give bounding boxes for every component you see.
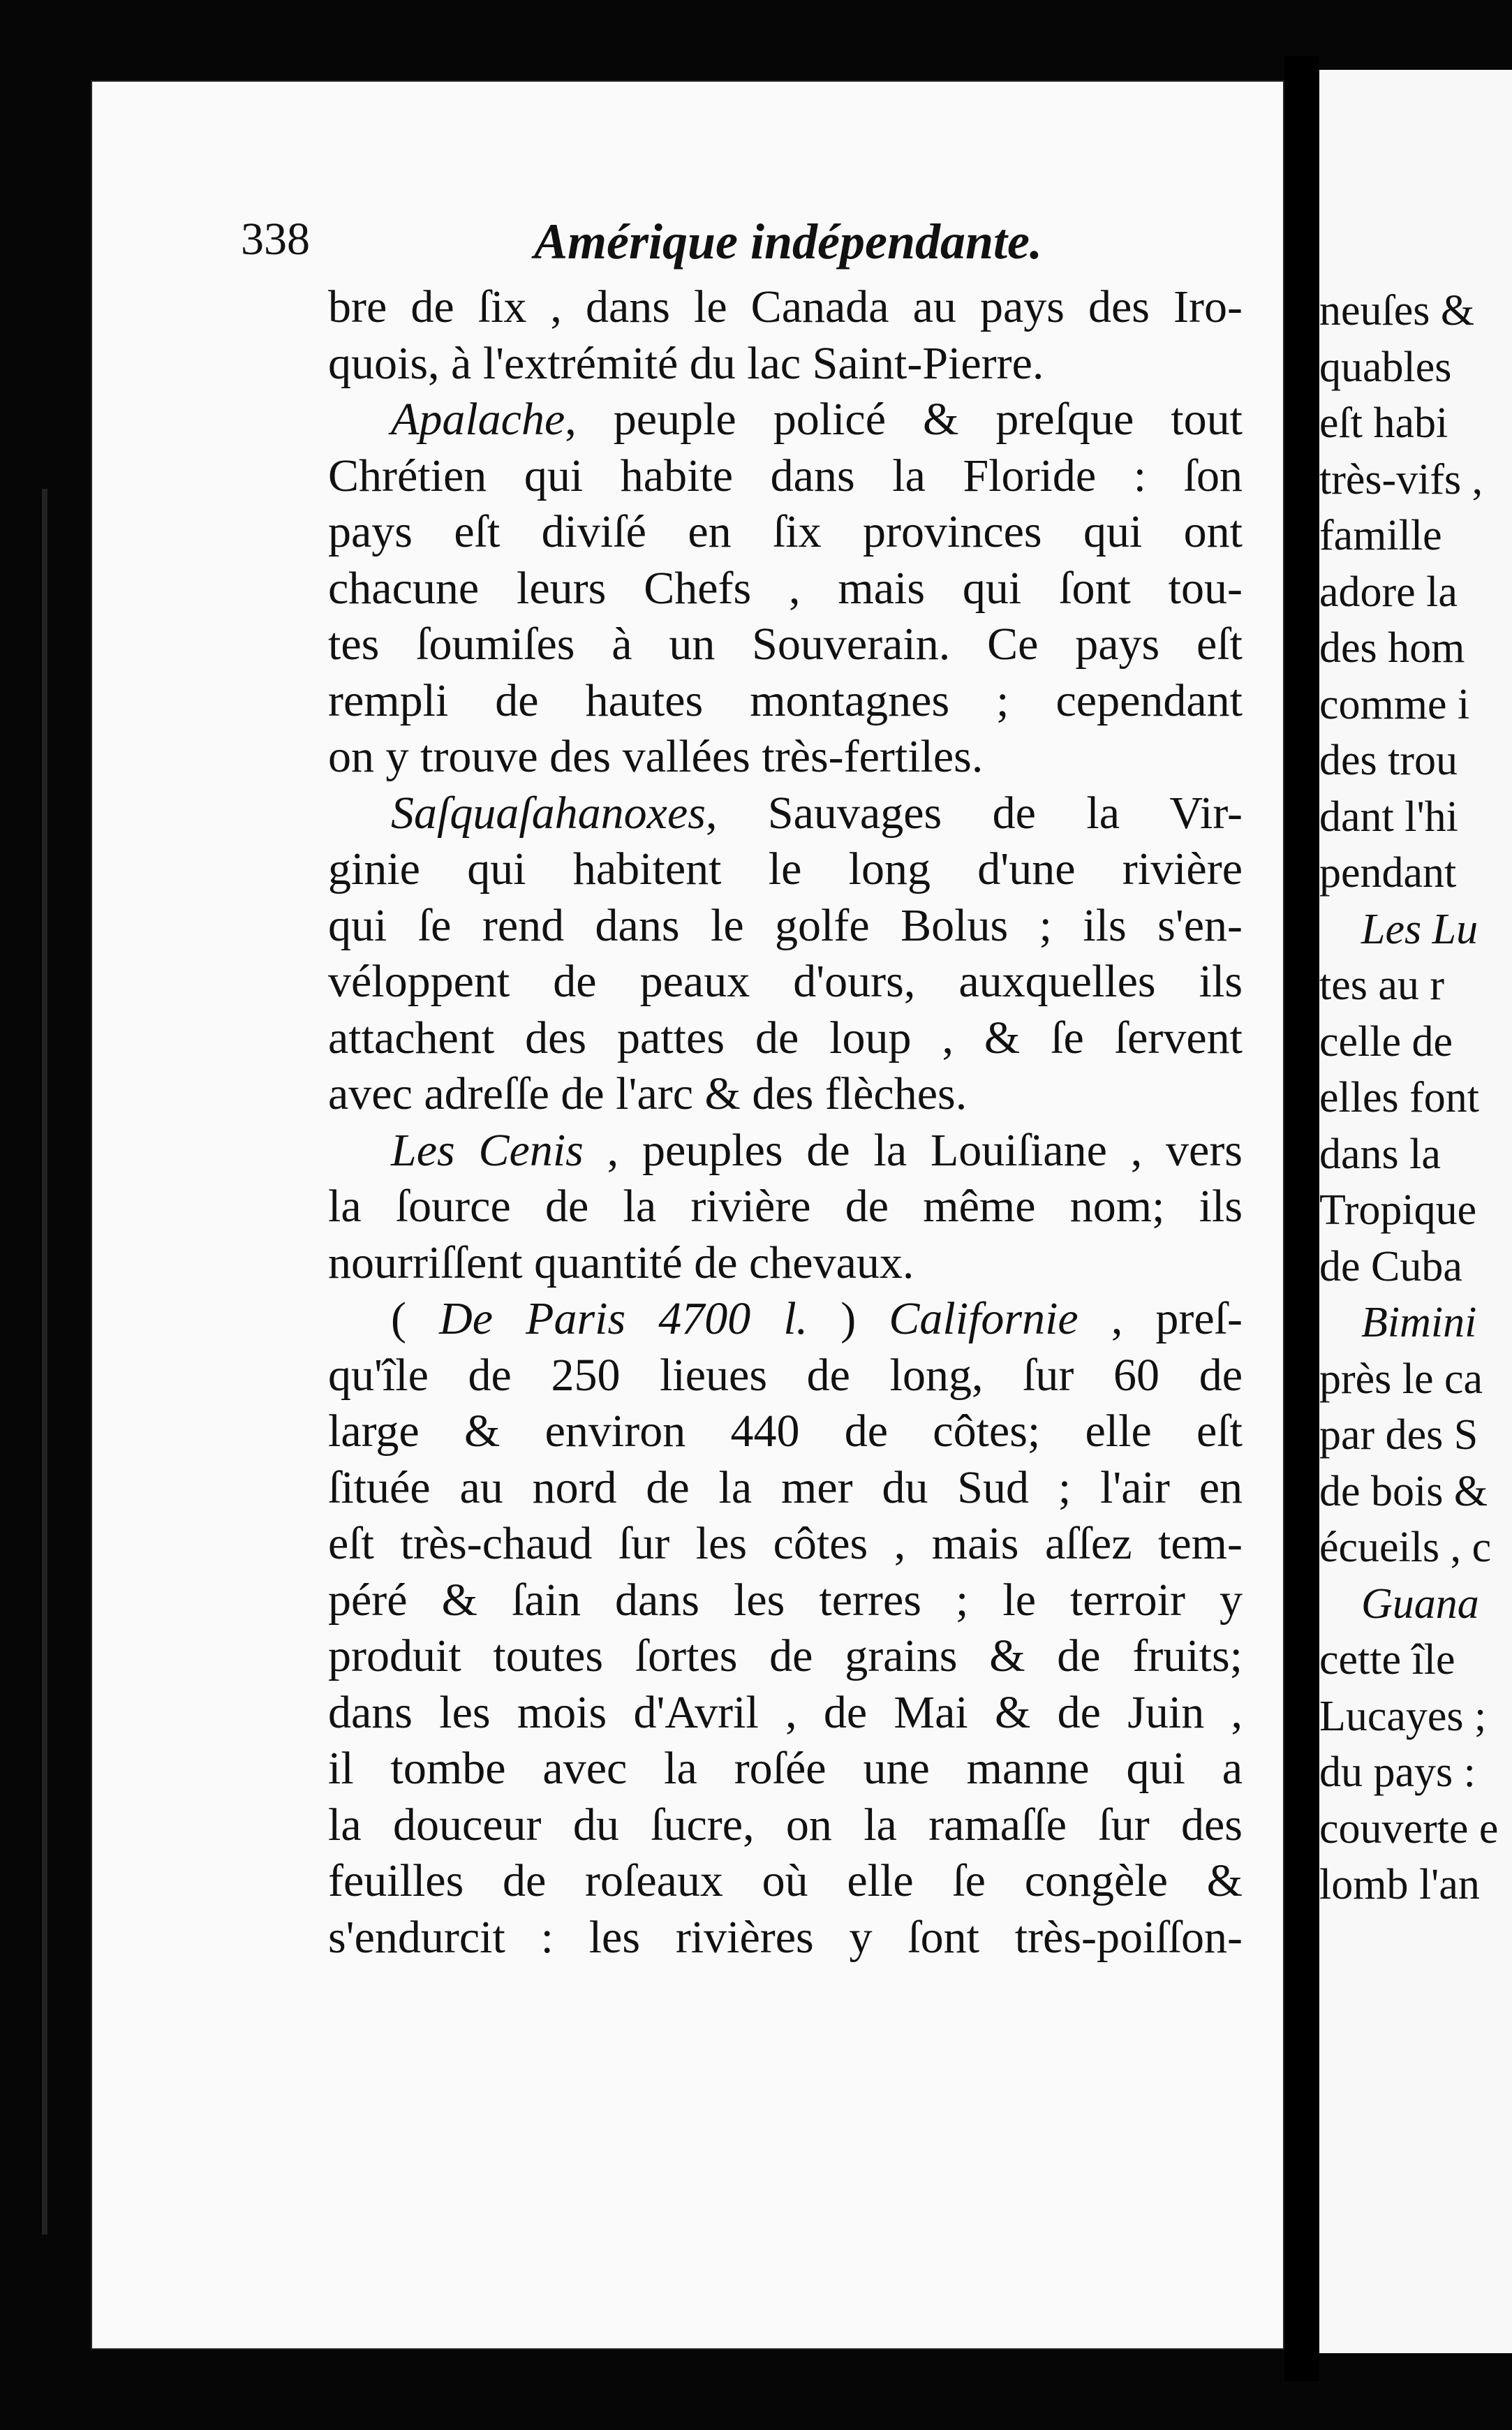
text-run: de Cuba <box>1319 1242 1462 1290</box>
text-run: péré & ſain dans les terres ; le terroir y <box>328 1574 1243 1626</box>
text-run: près le ca <box>1319 1355 1483 1403</box>
text-line <box>328 841 1243 898</box>
text-line <box>328 786 1243 842</box>
text-run: par des S <box>1319 1411 1478 1459</box>
text-line <box>328 1460 1243 1517</box>
text-line <box>1319 901 1512 958</box>
text-line <box>328 1573 1243 1629</box>
text-run: bre de ſix , dans le Canada au pays des Iro- <box>328 281 1243 332</box>
text-run: dant l'hi <box>1319 793 1458 841</box>
text-line <box>1319 1182 1512 1239</box>
text-line <box>328 1291 1243 1348</box>
text-line <box>1319 508 1512 564</box>
text-run: , peuples de la Louiſiane , vers <box>583 1124 1243 1176</box>
text-run: ) <box>808 1293 889 1344</box>
text-line <box>1319 1801 1512 1857</box>
text-line <box>1319 1857 1512 1913</box>
text-line <box>328 617 1243 673</box>
text-run: eſt habi <box>1319 399 1448 447</box>
text-line <box>1319 452 1512 508</box>
text-line <box>1319 1632 1512 1688</box>
text-run: véloppent de peaux d'ours, auxquelles ils <box>328 956 1243 1007</box>
text-run: pays eſt diviſé en ſix provinces qui ont <box>328 506 1243 557</box>
text-run: ( <box>391 1293 440 1344</box>
italic-term: De Paris <box>439 1293 626 1344</box>
text-run: ſituée au nord de la mer du Sud ; l'air en <box>328 1461 1243 1513</box>
text-line <box>328 1741 1243 1797</box>
text-run: rempli de hautes montagnes ; cependant <box>328 675 1243 726</box>
running-head <box>241 199 1218 290</box>
text-line <box>328 1179 1243 1235</box>
text-run: quois, à l'extrémité du lac Saint-Pierre. <box>328 337 1044 389</box>
text-run: il tombe avec la roſée une manne qui a <box>328 1743 1243 1794</box>
text-line <box>328 1853 1243 1910</box>
text-run: nourriſſent quantité de chevaux. <box>328 1237 914 1288</box>
italic-term: Les Cenis <box>391 1124 584 1176</box>
text-line <box>328 504 1243 561</box>
italic-term: Apalache <box>391 394 565 445</box>
text-run: avec adreſſe de l'arc & des flèches. <box>328 1068 968 1119</box>
text-line <box>1319 677 1512 733</box>
text-line <box>1319 620 1512 677</box>
text-line <box>328 1910 1243 1966</box>
book-edge <box>42 489 47 2234</box>
text-line <box>1319 1407 1512 1464</box>
text-run: neuſes & <box>1319 287 1475 334</box>
text-run: comme i <box>1319 680 1470 728</box>
text-run: couverte e <box>1319 1804 1499 1853</box>
text-line <box>328 561 1243 617</box>
text-line <box>1319 789 1512 846</box>
text-run: pendant <box>1319 849 1457 897</box>
text-run: celle de <box>1319 1017 1453 1066</box>
text-line <box>1319 845 1512 901</box>
text-run: lomb l'an <box>1319 1861 1480 1908</box>
text-run: tes au r <box>1319 962 1445 1009</box>
text-line <box>1319 1576 1512 1633</box>
text-run: tes ſoumiſes à un Souverain. Ce pays eſt <box>328 619 1243 670</box>
text-run: elles font <box>1319 1074 1479 1121</box>
text-line <box>328 448 1243 505</box>
text-line <box>1319 1464 1512 1520</box>
text-line <box>328 1685 1243 1742</box>
text-run: , peuple policé & preſque tout <box>565 394 1243 445</box>
text-line <box>1319 1070 1512 1126</box>
text-run: qu'île de 250 lieues de long, ſur 60 de <box>328 1349 1243 1401</box>
text-run: eſt très-chaud ſur les côtes , mais aſſez tem- <box>328 1518 1243 1569</box>
text-run: attachent des pattes de loup , & ſe ſervent <box>328 1012 1243 1063</box>
text-line <box>328 673 1243 730</box>
text-line <box>328 1516 1243 1573</box>
text-line <box>328 729 1243 786</box>
text-line <box>328 1628 1243 1685</box>
text-line <box>1319 1519 1512 1576</box>
text-line <box>328 1348 1243 1404</box>
text-run: produit toutes ſortes de grains & de fruits; <box>328 1630 1243 1681</box>
book-gutter <box>1284 56 1319 2381</box>
text-line <box>1319 957 1512 1014</box>
text-run: Tropique <box>1319 1186 1477 1234</box>
text-run: des trou <box>1319 737 1458 784</box>
text-run: écueils , c <box>1319 1524 1492 1571</box>
text-run: des hom <box>1319 624 1465 672</box>
text-run: large & environ 440 de côtes; elle eſt <box>328 1406 1243 1457</box>
text-line <box>1319 564 1512 621</box>
text-run: quables <box>1319 343 1452 391</box>
text-run: très-vifs , <box>1319 455 1483 503</box>
text-run: on y trouve des vallées très-fertiles. <box>328 731 984 782</box>
italic-term: 4700 l. <box>658 1293 808 1344</box>
italic-term: Californie <box>889 1293 1079 1344</box>
text-line <box>328 954 1243 1010</box>
text-line <box>1319 1239 1512 1295</box>
text-run: Chrétien qui habite dans la Floride : ſon <box>328 450 1243 501</box>
text-line <box>1319 339 1512 396</box>
text-line <box>328 898 1243 955</box>
text-line <box>1319 283 1512 339</box>
text-line <box>328 336 1243 392</box>
text-line <box>1319 395 1512 452</box>
text-line <box>1319 732 1512 789</box>
text-run: Lucayes ; <box>1319 1692 1487 1740</box>
text-line <box>328 1010 1243 1067</box>
text-run: chacune leurs Chefs , mais qui ſont tou- <box>328 562 1243 614</box>
text-run <box>625 1293 658 1344</box>
text-line <box>1319 1295 1512 1351</box>
running-title: Amérique indépendante. <box>534 214 1043 270</box>
text-line <box>328 279 1243 336</box>
text-line <box>1319 1014 1512 1070</box>
text-line <box>328 392 1243 448</box>
italic-term: Les Lu <box>1361 905 1478 953</box>
text-run: s'endurcit : les rivières y ſont très-poiſſon- <box>328 1911 1243 1963</box>
italic-term: Guana <box>1361 1580 1479 1628</box>
text-run: qui ſe rend dans le golfe Bolus ; ils s'en- <box>328 899 1243 951</box>
text-run: adore la <box>1319 568 1458 616</box>
text-line <box>1319 1351 1512 1408</box>
text-line <box>328 1797 1243 1854</box>
text-line <box>1319 1126 1512 1183</box>
text-run: dans la <box>1319 1130 1441 1178</box>
text-line <box>1319 1688 1512 1745</box>
text-line <box>328 1404 1243 1460</box>
text-run: du pays : <box>1319 1748 1476 1796</box>
text-run: , Sauvages de la Vir- <box>705 787 1243 839</box>
left-page-text <box>328 279 1243 1966</box>
text-run: la douceur du ſucre, on la ramaſſe ſur des <box>328 1799 1243 1850</box>
text-line <box>1319 1744 1512 1801</box>
italic-term: Bimini <box>1361 1299 1477 1346</box>
page-number: 338 <box>241 214 310 265</box>
text-run: dans les mois d'Avril , de Mai & de Juin , <box>328 1686 1243 1738</box>
text-run: ginie qui habitent le long d'une rivière <box>328 844 1243 894</box>
italic-term: Saſquaſahanoxes <box>391 787 706 839</box>
text-run: famille <box>1319 512 1442 559</box>
text-line <box>328 1235 1243 1292</box>
text-line <box>328 1123 1243 1179</box>
text-run: de bois & <box>1319 1467 1488 1515</box>
text-run: la ſource de la rivière de même nom; ils <box>328 1181 1243 1232</box>
text-run: feuilles de roſeaux où elle ſe congèle & <box>328 1855 1243 1906</box>
text-run: , preſ- <box>1078 1293 1243 1344</box>
text-line <box>328 1066 1243 1123</box>
text-run: cette île <box>1319 1636 1455 1684</box>
right-page-text <box>1319 283 1512 1913</box>
